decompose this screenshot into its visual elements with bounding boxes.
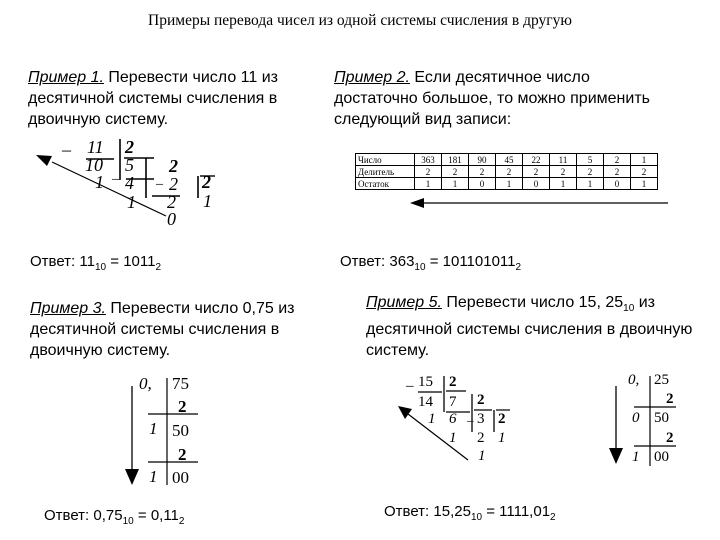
example-5-label: Пример 5. <box>366 294 442 311</box>
example-2-arrow <box>410 197 672 209</box>
example-2-text <box>334 67 674 130</box>
page-title: Примеры перевода чисел из одной системы счисления в другую <box>148 12 572 29</box>
example-5-arrow-head <box>398 406 412 419</box>
example-5-answer: Ответ: $15,25_{10} = 1111,01_2$ <box>384 503 556 523</box>
example-1-answer: Ответ: $11_{10} = 1011_2$ <box>30 253 162 273</box>
example-1-arrow-head <box>36 155 52 166</box>
example-2-conversion-table <box>355 153 658 190</box>
example-1-label: Пример 1. <box>28 69 104 86</box>
example-2-label: Пример 2. <box>334 69 410 86</box>
example-5-fraction-calculation: 0, 0 1 25 2 50 2 00 <box>604 370 694 468</box>
example-3-calculation: 0, 1 1 75 2 50 2 00 <box>120 372 230 490</box>
example-3-task: Перевести число 0,75 из десятичной системы счисления в двоичную систему. <box>30 300 295 359</box>
example-1-task: Перевести число 11 из десятичной системы счисления в двоичную систему. <box>28 69 278 128</box>
example-5-fraction-lines <box>604 370 694 468</box>
example-3-answer: Ответ: $0,75_{10} = 0,11_2$ <box>44 507 185 527</box>
table-row: Число 363 181 90 45 22 11 5 2 1 <box>356 154 658 166</box>
example-3-label: Пример 3. <box>30 300 106 317</box>
example-3-text <box>30 298 330 361</box>
table-row: Делитель 2 2 2 2 2 2 2 2 2 <box>356 166 658 178</box>
example-2-table-wrap <box>355 153 658 190</box>
example-3-arrow-head <box>125 469 139 485</box>
table-row: Остаток 1 1 0 1 0 1 1 0 1 <box>356 178 658 190</box>
example-2-answer: Ответ: $363_{10} = 101101011_2$ <box>340 253 522 273</box>
example-5-integer-calculation: _ 15 2 14 7 1 6 2 1 _ 3 2 2 1 1 <box>392 370 522 470</box>
example-5-fraction-arrow-head <box>609 448 623 464</box>
example-2-task: Если десятичное число достаточно большое, то можно применить следующий вид записи: <box>334 69 650 128</box>
example-1-calculation: _ 11 10 1 2 5 _ 4 1 2 _ 2 2 0 2 1 <box>30 136 230 236</box>
example-1-text <box>28 67 318 130</box>
example-2-arrow-head <box>410 198 424 208</box>
example-5-text: Пример 5. Перевести число 15, $25_{10}$ из десятичной системы счисления в двоичную систему. <box>366 294 693 360</box>
